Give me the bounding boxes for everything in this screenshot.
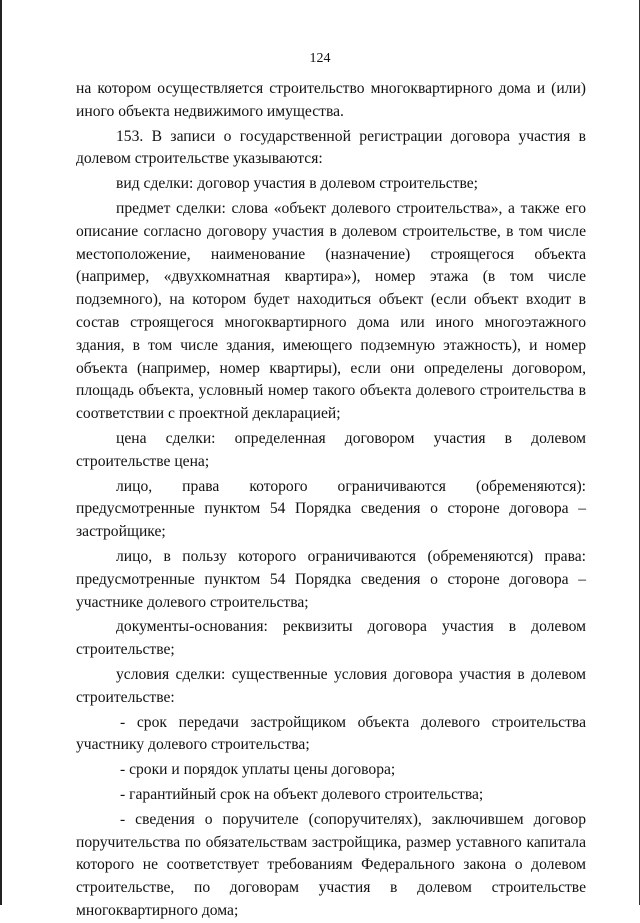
scan-edge-right — [636, 0, 640, 905]
paragraph-153-heading: 153. В записи о государственной регистрации договора участия в долевом строительстве указываются: — [76, 127, 586, 168]
document-body — [76, 78, 586, 923]
list-item-guarantor-info: - сведения о поручителе (сопоручителях), заключившем договор поручительства по обязательствам застройщика, размер уставного капитала которого не соответствует требованиям Федерального закона о долевом строительстве, по договорам участия в долевом строительстве многоквартирного дома; — [76, 810, 586, 919]
paragraph-basis-documents: документы-основания: реквизиты договора участия в долевом строительстве; — [76, 618, 586, 659]
paragraph-deal-conditions: условия сделки: существенные условия договора участия в долевом строительстве: — [76, 665, 586, 706]
scan-edge-left — [0, 0, 4, 905]
paragraph-beneficiary-party: лицо, в пользу которого ограничиваются (обременяются) права: предусмотренные пунктом 54 Порядка сведения о стороне договора – участнике долевого строительства; — [76, 547, 586, 611]
paragraph-deal-subject: предмет сделки: слова «объект долевого строительства», а также его описание согласно договору участия в долевом строительстве, в том числе местоположение, наименование (назначение) строящегося объекта (например, «двухкомнатная квартира»), номер этажа (в том числе подземного), на котором будет находиться объект (если объект входит в состав строящегося многоквартирного дома или иного многоэтажного здания, в том числе здания, имеющего подземную этажность), и номер объекта (например, номер квартиры), если они определены договором, площадь объекта, условный номер такого объекта долевого строительства в соответствии с проектной декларацией; — [76, 199, 586, 423]
page-number: 124 — [309, 51, 331, 66]
list-item-warranty-term: - гарантийный срок на объект долевого строительства; — [120, 785, 484, 803]
list-item-transfer-term: - срок передачи застройщиком объекта долевого строительства участнику долевого строительства; — [76, 713, 586, 754]
paragraph-deal-price: цена сделки: определенная договором участия в долевом строительстве цена; — [76, 429, 586, 470]
list-item-payment-terms: - сроки и порядок уплаты цены договора; — [120, 761, 396, 779]
paragraph-continuation: на котором осуществляется строительство многоквартирного дома и (или) иного объекта недвижимого имущества. — [76, 80, 586, 120]
paragraph-restricted-party: лицо, права которого ограничиваются (обременяются): предусмотренные пунктом 54 Порядка сведения о стороне договора – застройщике; — [76, 477, 586, 541]
paragraph-deal-type: вид сделки: договор участия в долевом строительстве; — [116, 175, 479, 193]
